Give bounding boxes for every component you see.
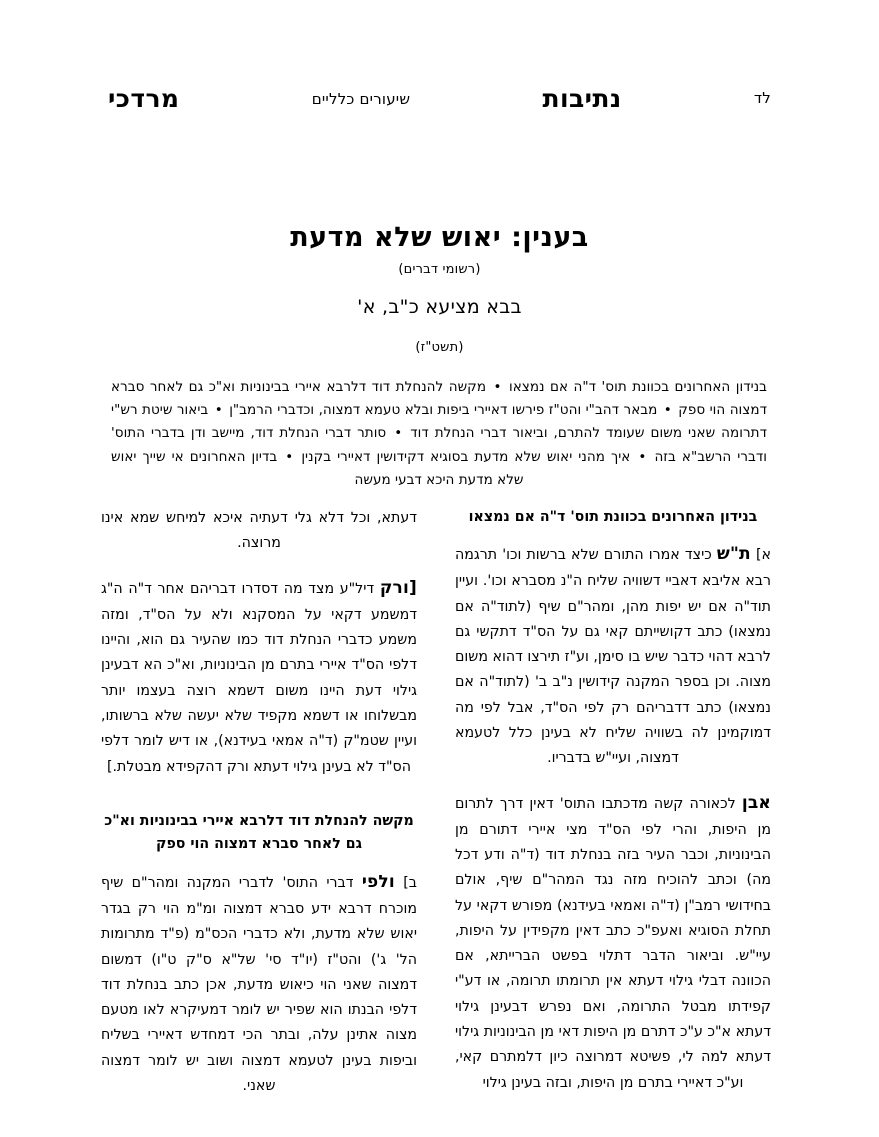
abstract-separator: • <box>279 448 300 465</box>
column-right <box>455 506 771 1091</box>
book-title: נתיבות <box>542 84 622 113</box>
abstract-separator: • <box>210 402 228 419</box>
column-left <box>101 506 417 1094</box>
paragraph-marker: ב] <box>394 874 417 891</box>
abstract-separator: • <box>659 402 677 419</box>
column-right-paragraphs <box>455 539 771 1096</box>
abstract-item: ביאור שיטת רש"י דתרומה שאני משום שעומד להתרם, וביאור דברי הנחלת דוד <box>111 402 768 442</box>
paragraph-opening-word: ולפי <box>361 871 395 892</box>
running-head <box>108 84 771 118</box>
section-heading-right: בנידון האחרונים בכוונת תוס' ד"ה אם נמצאו <box>468 509 758 525</box>
continuation-text: דעתא, וכל דלא גלי דעתיה איכא למיחש שמא אינו מרוצה. <box>101 510 417 552</box>
column-left-paragraphs-1 <box>101 573 417 780</box>
abstract-item: איך מהני יאוש שלא מדעת בסוגיא דקידושין דאיירי בקנין <box>301 448 631 465</box>
series-title: שיעורים כלליים <box>311 90 411 108</box>
column-left-paragraphs-2 <box>101 867 417 1100</box>
page-title: בענין: יאוש שלא מדעת <box>290 222 589 253</box>
section-heading-left: מקשה להנחלת דוד דלרבא איירי בבינוניות וא"כ גם לאחר סברא דמצוה הוי ספק <box>104 812 414 852</box>
body-paragraph <box>455 539 771 772</box>
paragraph-marker: א] <box>750 547 771 563</box>
page-subtitle: (רשומי דברים) <box>398 261 481 277</box>
author-name: מרדכי <box>108 84 180 113</box>
publication-year: (תשט"ז) <box>415 339 464 355</box>
abstract-separator: • <box>388 425 409 442</box>
abstract-separator: • <box>488 379 507 395</box>
body-paragraph <box>455 788 771 1096</box>
paragraph-body: דיל"ע מצד מה דסדרו דבריהם אחר ד"ה ה"ג דמשמע דקאי על המסקנא ולא על הס"ד, ומזה משמע כדברי הנחלת דוד כמו שהעיר גם הוא, והיינו דלפי הס"ד איירי בתרם מן הבינוניות, וא"כ הא דבעינן גילוי דעת היינו משום דשמא רוצה בעצמו יותר מבשלוחו או דשמא מקפיד שלא יעשה שלא ברשותו, ועיין שטמ"ק (ד"ה אמאי בעידנא), או דיש לומר דלפי הס"ד לא בעינן גילוי דעתא ורק דהקפידא מבטלת.] <box>101 580 417 775</box>
paragraph-body: דברי התוס' לדברי המקנה ומהר"ם שיף מוכרח דרבא ידע סברא דמצוה ומ"מ הוי רק בגדר יאוש שלא מדעת, ולא כדברי הכס"מ (פ"ד מתרומות הל' ג') והט"ז (יו"ד סי' של"א ס"ק ט"ו) דמשום דמצוה שאני הוי כיאוש מדעת, אכן כתב בנחלת דוד דלפי הבנתו הוא שפיר יש לומר דמעיקרא לאו מטעם מצוה אתינן עלה, ובתר הכי דמחדש דאיירי בשליח וביפות בעינן לטעמא דמצוה ושוב יש לומר דמצוה שאני. <box>101 874 417 1094</box>
abstract-item: מקשה להנחלת דוד דלרבא איירי בבינוניות וא"כ גם לאחר סברא דמצוה הוי ספק <box>111 379 767 419</box>
body-columns <box>101 506 771 1094</box>
abstract-item: מבאר דהב"י והט"ז פירשו דאיירי ביפות ובלא טעמא דמצוה, וכדברי הרמב"ן <box>229 402 658 419</box>
paragraph-body: לכאורה קשה מדכתבו התוס' דאין דרך לתרום מן היפות, והרי לפי הס"ד מצי איירי דתורם מן הבינוניות, וכבר העיר בזה בנחלת דוד (ד"ה ודע דכל מה) וכתב להוכיח מזה נגד המהר"ם שיף, אולם בחידושי רמב"ן (ד"ה ואמאי בעידנא) מפורש דקאי על תחלת הסוגיא ואעפ"כ כתב דאין מקפידין על היפות, עיי"ש. וביאור הדבר דתלוי בפשט הברייתא, אם הכוונה דבלי גילוי דעתא אין תרומתו תרומה, או דע"י קפידתו מבטל התרומה, ואם נפרש דבעינן גילוי דעתא א"כ ע"כ דתרם מן היפות דאי מן הבינוניות גילוי דעתא למה לי, פשיטא דמרוצה כיון דלמתרם קאי, וע"כ דאיירי בתרם מן היפות, ובזה בעינן גילוי <box>455 795 771 1091</box>
paragraph-opening-word: [ורק <box>379 577 417 598</box>
abstract-separator: • <box>632 448 653 465</box>
paragraph-opening-word: ת"ש <box>716 544 751 564</box>
title-block <box>108 222 771 355</box>
talmud-source-reference: בבא מציעא כ"ב, א' <box>357 295 522 318</box>
folio-number: לד <box>753 89 771 107</box>
paragraph-opening-word: אבן <box>741 792 771 813</box>
abstract-summary <box>111 376 767 492</box>
abstract-item: בנידון האחרונים בכוונת תוס' ד"ה אם נמצאו <box>508 379 767 395</box>
body-paragraph <box>101 867 417 1100</box>
paragraph-body: כיצד אמרו התורם שלא ברשות וכו' תרגמה רבא אליבא דאביי דשוויה שליח ה"נ מסברא וכו'. ועיין תוד"ה אם יש יפות מהן, ומהר"ם שיף (לתוד"ה אם נמצאו) כתב דקושייתם קאי גם על הס"ד דתקשי גם לרבא דהוי כדבר שיש בו סימן, וע"ז תירצו דהוא משום מצוה. וכן בספר המקנה קידושין נ"ב ב' (לתוד"ה אם נמצאו) כתב דדבריהם רק לפי הס"ד, אבל לפי מה דמוקמינן לה בשוויה שליח לא בעינן כלל לטעמא דמצוה, ועיי"ש בדבריו. <box>455 547 771 767</box>
abstract-item: בדיון האחרונים אי שייך יאוש שלא מדעת היכא דבעי מעשה <box>111 448 524 488</box>
body-paragraph <box>101 573 417 780</box>
abstract-item: סותר דברי הנחלת דוד, מיישב ודן בדברי התוס' ודברי הרשב"א בזה <box>111 425 767 465</box>
